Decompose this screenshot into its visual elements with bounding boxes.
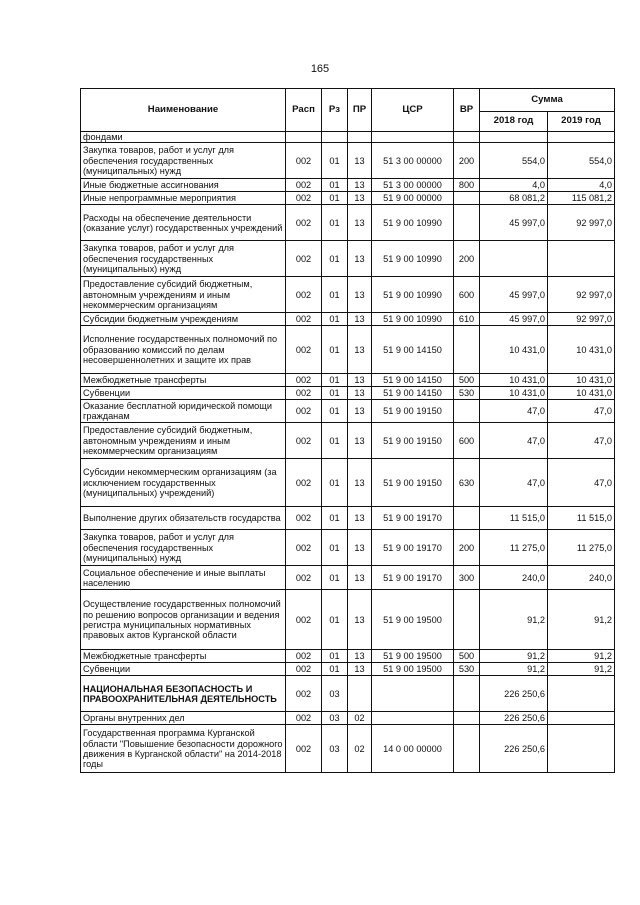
row-csr: [372, 676, 454, 712]
row-csr: [372, 712, 454, 725]
row-amount-2018: 10 431,0: [480, 326, 548, 374]
row-vr: 600: [454, 277, 480, 313]
row-name: Субсидии некоммерческим организациям (за исключением государственных (муниципальных) учреждений): [81, 459, 286, 507]
header-rz: Рз: [322, 89, 348, 132]
row-amount-2019: 92 997,0: [548, 277, 615, 313]
header-year-2019: 2019 год: [548, 112, 615, 132]
row-amount-2018: 10 431,0: [480, 387, 548, 400]
row-amount-2019: 10 431,0: [548, 387, 615, 400]
row-amount-2019: [548, 712, 615, 725]
row-rasp: 002: [286, 459, 322, 507]
row-rz: 01: [322, 143, 348, 179]
row-amount-2018: [480, 241, 548, 277]
row-name: НАЦИОНАЛЬНАЯ БЕЗОПАСНОСТЬ И ПРАВООХРАНИТЕЛЬНАЯ ДЕЯТЕЛЬНОСТЬ: [81, 676, 286, 712]
row-rasp: 002: [286, 387, 322, 400]
row-rz: 01: [322, 530, 348, 566]
row-name: Субвенции: [81, 387, 286, 400]
row-name: Органы внутренних дел: [81, 712, 286, 725]
header-sum: Сумма: [480, 89, 615, 112]
row-amount-2019: 10 431,0: [548, 374, 615, 387]
row-name: Предоставление субсидий бюджетным, автономным учреждениям и иным некоммерческим организациям: [81, 277, 286, 313]
row-vr: 500: [454, 374, 480, 387]
row-csr: 51 9 00 19150: [372, 400, 454, 423]
row-amount-2018: 68 081,2: [480, 192, 548, 205]
row-name: Межбюджетные трансферты: [81, 374, 286, 387]
row-amount-2018: 10 431,0: [480, 374, 548, 387]
row-name: Закупка товаров, работ и услуг для обеспечения государственных (муниципальных) нужд: [81, 530, 286, 566]
row-pr: 13: [348, 590, 372, 650]
row-csr: 14 0 00 00000: [372, 725, 454, 773]
budget-table: [80, 88, 615, 773]
row-pr: 13: [348, 192, 372, 205]
row-amount-2019: 4,0: [548, 179, 615, 192]
row-amount-2018: 45 997,0: [480, 205, 548, 241]
header-csr: ЦСР: [372, 89, 454, 132]
table-row: [81, 423, 615, 459]
row-rasp: 002: [286, 590, 322, 650]
row-rz: 01: [322, 400, 348, 423]
table-row: [81, 676, 615, 712]
row-csr: 51 9 00 19170: [372, 530, 454, 566]
row-vr: [454, 590, 480, 650]
row-pr: 13: [348, 530, 372, 566]
row-amount-2018: 45 997,0: [480, 277, 548, 313]
table-row: [81, 313, 615, 326]
row-vr: [454, 676, 480, 712]
row-amount-2019: 47,0: [548, 400, 615, 423]
row-rasp: 002: [286, 241, 322, 277]
row-rasp: 002: [286, 712, 322, 725]
row-name: Субсидии бюджетным учреждениям: [81, 313, 286, 326]
row-rz: 01: [322, 277, 348, 313]
table-row: [81, 663, 615, 676]
row-rasp: 002: [286, 192, 322, 205]
row-pr: 13: [348, 241, 372, 277]
row-vr: [454, 400, 480, 423]
row-rz: 01: [322, 507, 348, 530]
row-amount-2019: 240,0: [548, 566, 615, 590]
row-pr: 13: [348, 277, 372, 313]
row-rasp: 002: [286, 566, 322, 590]
row-rz: 03: [322, 712, 348, 725]
table-row: [81, 712, 615, 725]
row-amount-2018: 554,0: [480, 143, 548, 179]
row-name: Исполнение государственных полномочий по образованию комиссий по делам несовершеннолетних и защите их прав: [81, 326, 286, 374]
row-csr: 51 9 00 10990: [372, 277, 454, 313]
row-amount-2019: 10 431,0: [548, 326, 615, 374]
row-rz: 01: [322, 459, 348, 507]
row-rz: 01: [322, 313, 348, 326]
row-pr: 13: [348, 205, 372, 241]
row-amount-2018: 240,0: [480, 566, 548, 590]
row-rasp: 002: [286, 143, 322, 179]
row-csr: 51 9 00 19500: [372, 650, 454, 663]
row-pr: 13: [348, 179, 372, 192]
row-rasp: 002: [286, 663, 322, 676]
row-vr: 200: [454, 241, 480, 277]
header-rasp: Расп: [286, 89, 322, 132]
row-vr: 630: [454, 459, 480, 507]
row-pr: 02: [348, 725, 372, 773]
table-row: [81, 277, 615, 313]
row-vr: 300: [454, 566, 480, 590]
row-rz: [322, 132, 348, 143]
row-csr: 51 9 00 19500: [372, 590, 454, 650]
row-amount-2018: 47,0: [480, 459, 548, 507]
row-name: Расходы на обеспечение деятельности (оказание услуг) государственных учреждений: [81, 205, 286, 241]
row-csr: 51 9 00 19170: [372, 566, 454, 590]
row-vr: 500: [454, 650, 480, 663]
row-amount-2018: 4,0: [480, 179, 548, 192]
row-amount-2018: 91,2: [480, 650, 548, 663]
table-row: [81, 459, 615, 507]
row-amount-2019: 47,0: [548, 459, 615, 507]
row-rasp: 002: [286, 676, 322, 712]
row-pr: 13: [348, 663, 372, 676]
row-vr: 200: [454, 530, 480, 566]
row-rasp: 002: [286, 374, 322, 387]
row-rz: 01: [322, 241, 348, 277]
header-year-2018: 2018 год: [480, 112, 548, 132]
header-vr: ВР: [454, 89, 480, 132]
row-name: фондами: [81, 132, 286, 143]
row-vr: 530: [454, 663, 480, 676]
row-amount-2018: 226 250,6: [480, 712, 548, 725]
row-pr: 13: [348, 507, 372, 530]
row-csr: 51 9 00 14150: [372, 326, 454, 374]
row-rasp: 002: [286, 313, 322, 326]
row-rz: 01: [322, 590, 348, 650]
row-vr: 600: [454, 423, 480, 459]
row-vr: [454, 725, 480, 773]
table-row: [81, 650, 615, 663]
row-amount-2018: [480, 132, 548, 143]
table-row: [81, 143, 615, 179]
header-pr: ПР: [348, 89, 372, 132]
row-amount-2019: 11 275,0: [548, 530, 615, 566]
row-vr: [454, 326, 480, 374]
row-rz: 01: [322, 650, 348, 663]
row-pr: 13: [348, 313, 372, 326]
row-name: Выполнение других обязательств государства: [81, 507, 286, 530]
table-row: [81, 132, 615, 143]
row-name: Закупка товаров, работ и услуг для обеспечения государственных (муниципальных) нужд: [81, 143, 286, 179]
header-name: Наименование: [81, 89, 286, 132]
row-rasp: 002: [286, 179, 322, 192]
row-rz: 03: [322, 676, 348, 712]
row-amount-2019: [548, 725, 615, 773]
row-pr: 13: [348, 566, 372, 590]
row-amount-2019: 92 997,0: [548, 313, 615, 326]
row-vr: [454, 507, 480, 530]
table-row: [81, 725, 615, 773]
row-rz: 01: [322, 192, 348, 205]
row-pr: 13: [348, 423, 372, 459]
row-rz: 01: [322, 179, 348, 192]
row-name: Иные бюджетные ассигнования: [81, 179, 286, 192]
page-number: 165: [310, 63, 330, 75]
row-rz: 01: [322, 374, 348, 387]
row-rz: 01: [322, 205, 348, 241]
row-pr: 13: [348, 387, 372, 400]
row-csr: 51 9 00 14150: [372, 387, 454, 400]
row-amount-2019: 91,2: [548, 650, 615, 663]
row-amount-2018: 91,2: [480, 663, 548, 676]
row-rasp: 002: [286, 277, 322, 313]
row-name: Оказание бесплатной юридической помощи гражданам: [81, 400, 286, 423]
row-amount-2018: 11 275,0: [480, 530, 548, 566]
row-rasp: 002: [286, 530, 322, 566]
row-name: Государственная программа Курганской области "Повышение безопасности дорожного движения в Курганской области" на 2014-2018 годы: [81, 725, 286, 773]
row-vr: [454, 712, 480, 725]
row-rasp: 002: [286, 507, 322, 530]
table-row: [81, 192, 615, 205]
row-amount-2019: 115 081,2: [548, 192, 615, 205]
row-amount-2018: 226 250,6: [480, 725, 548, 773]
row-amount-2018: 47,0: [480, 400, 548, 423]
row-amount-2018: 91,2: [480, 590, 548, 650]
row-csr: 51 9 00 00000: [372, 192, 454, 205]
row-rz: 01: [322, 387, 348, 400]
row-rz: 01: [322, 566, 348, 590]
row-csr: 51 9 00 10990: [372, 313, 454, 326]
row-pr: [348, 132, 372, 143]
row-name: Осуществление государственных полномочий по решению вопросов организации и ведения регистра муниципальных нормативных правовых актов Курганской области: [81, 590, 286, 650]
row-amount-2018: 45 997,0: [480, 313, 548, 326]
row-rasp: 002: [286, 423, 322, 459]
row-amount-2018: 226 250,6: [480, 676, 548, 712]
row-amount-2019: [548, 676, 615, 712]
row-pr: 13: [348, 650, 372, 663]
row-vr: [454, 192, 480, 205]
row-rasp: 002: [286, 650, 322, 663]
row-csr: 51 9 00 14150: [372, 374, 454, 387]
table-row: [81, 374, 615, 387]
table-row: [81, 205, 615, 241]
row-pr: 13: [348, 374, 372, 387]
row-rasp: [286, 132, 322, 143]
row-amount-2019: 11 515,0: [548, 507, 615, 530]
row-name: Предоставление субсидий бюджетным, автономным учреждениям и иным некоммерческим организациям: [81, 423, 286, 459]
row-rz: 03: [322, 725, 348, 773]
row-csr: 51 3 00 00000: [372, 143, 454, 179]
row-amount-2019: [548, 241, 615, 277]
row-vr: 610: [454, 313, 480, 326]
row-pr: 13: [348, 326, 372, 374]
table-row: [81, 241, 615, 277]
row-name: Иные непрограммные мероприятия: [81, 192, 286, 205]
row-vr: [454, 205, 480, 241]
row-pr: 02: [348, 712, 372, 725]
row-amount-2018: 47,0: [480, 423, 548, 459]
row-amount-2019: [548, 132, 615, 143]
row-pr: 13: [348, 459, 372, 507]
row-csr: 51 3 00 00000: [372, 179, 454, 192]
row-amount-2019: 47,0: [548, 423, 615, 459]
row-amount-2019: 554,0: [548, 143, 615, 179]
table-row: [81, 400, 615, 423]
row-pr: [348, 676, 372, 712]
row-rasp: 002: [286, 400, 322, 423]
row-rz: 01: [322, 663, 348, 676]
row-rasp: 002: [286, 725, 322, 773]
row-csr: 51 9 00 10990: [372, 241, 454, 277]
row-name: Закупка товаров, работ и услуг для обеспечения государственных (муниципальных) нужд: [81, 241, 286, 277]
row-csr: 51 9 00 19150: [372, 459, 454, 507]
row-name: Субвенции: [81, 663, 286, 676]
row-pr: 13: [348, 400, 372, 423]
row-csr: [372, 132, 454, 143]
table-row: [81, 326, 615, 374]
table-row: [81, 530, 615, 566]
row-name: Межбюджетные трансферты: [81, 650, 286, 663]
table-body: [81, 132, 615, 773]
row-name: Социальное обеспечение и иные выплаты населению: [81, 566, 286, 590]
row-amount-2019: 92 997,0: [548, 205, 615, 241]
row-csr: 51 9 00 19500: [372, 663, 454, 676]
table-row: [81, 590, 615, 650]
row-amount-2019: 91,2: [548, 590, 615, 650]
table-row: [81, 387, 615, 400]
row-rz: 01: [322, 326, 348, 374]
row-rz: 01: [322, 423, 348, 459]
row-pr: 13: [348, 143, 372, 179]
row-amount-2019: 91,2: [548, 663, 615, 676]
row-csr: 51 9 00 10990: [372, 205, 454, 241]
row-csr: 51 9 00 19150: [372, 423, 454, 459]
row-amount-2018: 11 515,0: [480, 507, 548, 530]
table-row: [81, 179, 615, 192]
row-vr: 530: [454, 387, 480, 400]
row-vr: [454, 132, 480, 143]
row-vr: 200: [454, 143, 480, 179]
table-row: [81, 566, 615, 590]
row-vr: 800: [454, 179, 480, 192]
row-rasp: 002: [286, 205, 322, 241]
row-rasp: 002: [286, 326, 322, 374]
table-row: [81, 507, 615, 530]
row-csr: 51 9 00 19170: [372, 507, 454, 530]
